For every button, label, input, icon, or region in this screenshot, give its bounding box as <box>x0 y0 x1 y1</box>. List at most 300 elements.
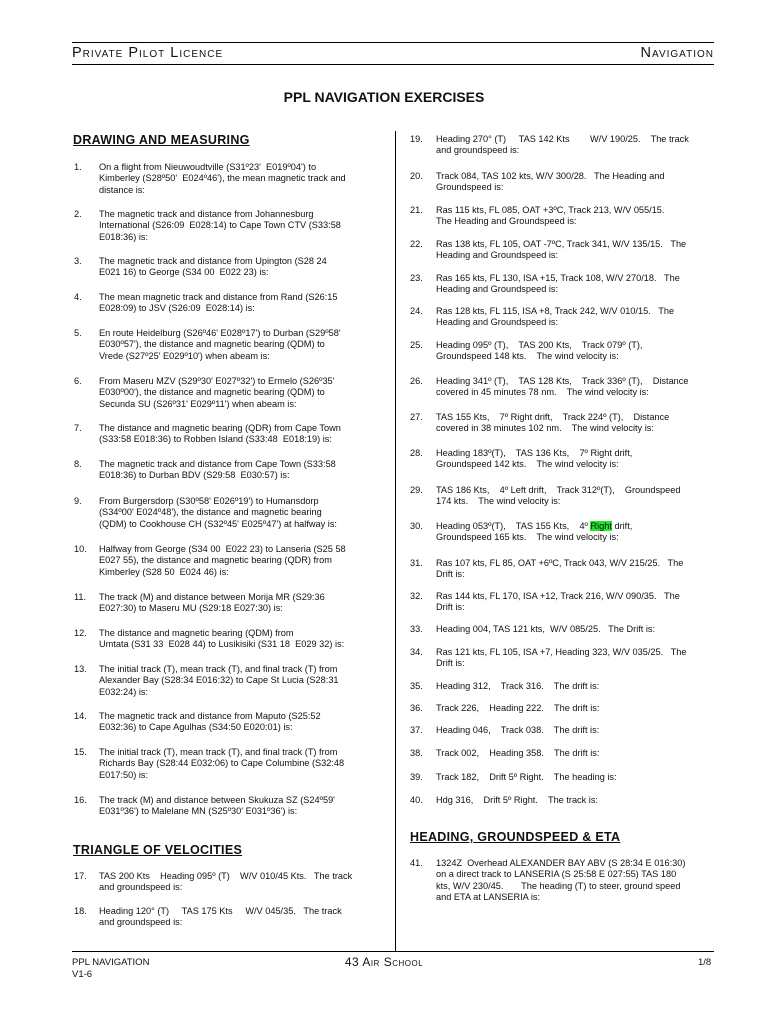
question-text <box>436 772 617 783</box>
question-line <box>436 569 683 580</box>
question-item <box>410 647 740 670</box>
question-line-text: Heading 270° (T) TAS 142 Kts W/V 190/25. The track <box>436 134 689 144</box>
question-item <box>74 795 404 818</box>
question-line-text: kts, W/V 230/45. The heading (T) to steer, ground speed <box>436 880 681 891</box>
question-line-text: Kimberley (S28º50' E024º46'), the mean magnetic track and <box>99 173 346 184</box>
question-line <box>436 412 669 423</box>
question-text <box>436 748 599 759</box>
question-line <box>436 250 686 261</box>
question-line-text: distance is: <box>99 184 145 195</box>
question-line <box>99 544 346 555</box>
question-line <box>436 448 632 459</box>
question-text <box>436 795 598 806</box>
question-number: 35. <box>410 681 423 691</box>
question-text <box>436 205 664 228</box>
question-text <box>436 624 655 635</box>
question-item <box>74 871 404 894</box>
question-line-text: Ras 128 kts, FL 115, ISA +8, Track 242, W/V 010/15. The <box>436 306 675 316</box>
question-line-text: (QDM) to Cookhouse CH (S32º45' E025º47') at halfway is: <box>99 518 337 529</box>
question-line-text: covered in 38 minutes 102 nm. The wind velocity is: <box>436 423 654 434</box>
question-line <box>99 917 342 928</box>
question-line <box>99 603 325 614</box>
question-text <box>436 273 680 296</box>
question-number: 8. <box>74 459 82 469</box>
question-line-text: Heading 183º(T), TAS 136 Kts, 7º Right drift, <box>436 448 633 458</box>
question-line <box>99 399 334 410</box>
question-line <box>99 328 341 339</box>
question-item <box>410 772 740 783</box>
question-line <box>436 869 685 880</box>
question-item <box>410 558 740 581</box>
question-item <box>74 544 404 578</box>
question-item <box>410 448 740 471</box>
question-item <box>74 711 404 734</box>
question-number: 1. <box>74 162 82 172</box>
question-number: 5. <box>74 328 82 338</box>
question-line-text: Heading 312, Track 316. The drift is: <box>436 681 600 691</box>
question-line-text: The distance and magnetic bearing (QDM) from <box>99 628 294 638</box>
question-text <box>436 340 643 363</box>
question-line-text: Track 226, Heading 222. The drift is: <box>436 703 600 713</box>
question-item <box>74 664 404 698</box>
header-top-rule <box>72 42 714 43</box>
question-line <box>99 711 321 722</box>
question-line <box>99 267 327 278</box>
question-line-text: En route Heidelburg (S26º46' E028º17') to Durban (S29º58' <box>99 328 341 338</box>
question-line <box>436 239 686 250</box>
question-item <box>74 292 404 315</box>
question-line <box>436 703 599 714</box>
question-line-text: On a flight from Nieuwoudtville (S31º23' E019º04') to <box>99 162 317 172</box>
question-line <box>436 351 643 362</box>
question-item <box>74 628 404 651</box>
question-item <box>410 725 740 736</box>
question-line <box>99 185 346 196</box>
question-line-text: Ras 107 kts, FL 85, OAT +6ºC, Track 043, W/V 215/25. The <box>436 558 684 568</box>
question-line <box>436 725 599 736</box>
question-item <box>74 423 404 446</box>
footer-page-number: 1/8 <box>698 957 712 968</box>
question-line-text: E030º57'), the distance and magnetic bearing (QDM) to <box>99 339 325 350</box>
question-number: 3. <box>74 256 82 266</box>
question-line-text: TAS 155 Kts, 7º Right drift, Track 224º (T), Distance <box>436 412 670 422</box>
question-line-text: E017:50) is: <box>99 769 149 780</box>
question-line <box>436 681 599 692</box>
footer-school: 43 Air School <box>344 955 424 969</box>
question-text <box>436 521 632 544</box>
header-bottom-rule <box>72 64 714 65</box>
question-line <box>436 658 687 669</box>
question-line <box>99 496 337 507</box>
question-number: 14. <box>74 711 87 721</box>
question-text <box>99 459 336 482</box>
question-item <box>410 306 740 329</box>
question-item <box>410 134 740 157</box>
question-item <box>74 162 404 196</box>
question-number: 34. <box>410 647 423 657</box>
question-line-text: on a direct track to LANSERIA (S 25:58 E 027:55) TAS 180 <box>436 869 677 880</box>
question-line <box>436 216 664 227</box>
question-line <box>99 173 346 184</box>
question-item <box>74 592 404 615</box>
question-item <box>410 521 740 544</box>
question-line-text: The magnetic track and distance from Johannesburg <box>99 209 314 219</box>
question-line-text: The track (M) and distance between Skukuza SZ (S24º59' <box>99 795 335 805</box>
question-number: 38. <box>410 748 423 758</box>
question-line-text: The magnetic track and distance from Upington (S28 24 <box>99 256 327 266</box>
question-text <box>436 703 599 714</box>
question-line-text: The distance and magnetic bearing (QDR) from Cape Town <box>99 423 341 433</box>
question-line <box>99 232 341 243</box>
question-line <box>99 519 337 530</box>
question-text <box>99 209 341 243</box>
section-triangle-velocities: TRIANGLE OF VELOCITIES <box>73 843 243 857</box>
question-line-text: E028:09) to JSV (S26:09 E028:14) is: <box>99 303 255 314</box>
question-line-text: Heading and Groundspeed is: <box>436 250 559 261</box>
question-text <box>436 858 685 903</box>
question-line-text: Heading and Groundspeed is: <box>436 317 559 328</box>
question-line <box>436 558 683 569</box>
question-line <box>436 496 681 507</box>
question-line <box>99 209 341 220</box>
question-number: 12. <box>74 628 87 638</box>
question-line <box>99 770 344 781</box>
header-left: Private Pilot Licence <box>72 45 224 61</box>
question-line <box>436 602 680 613</box>
question-number: 32. <box>410 591 423 601</box>
question-number: 23. <box>410 273 423 283</box>
question-line <box>99 871 352 882</box>
question-line-text: The magnetic track and distance from Maputo (S25:52 <box>99 711 321 721</box>
question-number: 33. <box>410 624 423 634</box>
question-line-text: International (S26:09 E028:14) to Cape Town CTV (S33:58 <box>99 220 341 231</box>
question-line-text: Ras 138 kts, FL 105, OAT -7ºC, Track 341, W/V 135/15. The <box>436 239 687 249</box>
question-line-text: Heading 053º(T), TAS 155 Kts, 4º <box>436 521 591 531</box>
question-line-text: TAS 186 Kts, 4º Left drift, Track 312º(T), Groundspeed <box>436 485 681 495</box>
question-item <box>410 681 740 692</box>
question-line <box>99 162 346 173</box>
question-line <box>436 647 687 658</box>
question-line <box>99 292 338 303</box>
header-right: Navigation <box>640 45 714 61</box>
question-line <box>436 145 689 156</box>
question-line <box>436 459 632 470</box>
question-line-text: Drift is: <box>436 569 465 580</box>
question-item <box>410 858 740 903</box>
question-line <box>99 376 334 387</box>
question-line-text: Secunda SU (S26º31' E029º11') when abeam is: <box>99 398 297 409</box>
question-line-text: Richards Bay (S28:44 E032:06) to Cape Columbine (S32:48 <box>99 758 345 769</box>
question-text <box>99 496 337 530</box>
question-line-text: Halfway from George (S34 00 E022 23) to Lanseria (S25 58 <box>99 544 346 554</box>
question-line <box>436 521 632 532</box>
question-item <box>74 256 404 279</box>
question-item <box>410 273 740 296</box>
question-line <box>436 376 689 387</box>
question-text <box>436 412 669 435</box>
question-number: 36. <box>410 703 423 713</box>
question-line-text: Ras 165 kts, FL 130, ISA +15, Track 108, W/V 270/18. The <box>436 273 680 283</box>
question-number: 7. <box>74 423 82 433</box>
page-title: PPL NAVIGATION EXERCISES <box>283 89 485 105</box>
question-line-text: E027 55), the distance and magnetic bearing (QDR) from <box>99 555 332 566</box>
question-line <box>436 485 681 496</box>
question-text <box>99 795 335 818</box>
question-item <box>74 376 404 410</box>
footer-course: PPL NAVIGATION <box>72 957 150 968</box>
question-item <box>410 485 740 508</box>
footer-version: V1-6 <box>72 969 93 980</box>
column-divider <box>395 131 396 951</box>
question-line-text: Track 182, Drift 5º Right. The heading is: <box>436 772 617 782</box>
question-number: 25. <box>410 340 423 350</box>
question-line-text: Track 084, TAS 102 kts, W/V 300/28. The Heading and <box>436 171 665 181</box>
question-number: 37. <box>410 725 423 735</box>
question-number: 10. <box>74 544 87 554</box>
question-line <box>99 747 344 758</box>
question-text <box>99 664 339 698</box>
question-line-text: The Heading and Groundspeed is: <box>436 216 577 227</box>
question-text <box>436 134 689 157</box>
question-line-text: E027:30) to Maseru MU (S29:18 E027:30) is: <box>99 603 283 614</box>
question-number: 2. <box>74 209 82 219</box>
question-text <box>436 448 632 471</box>
question-line-text: Hdg 316, Drift 5º Right. The track is: <box>436 795 598 805</box>
question-number: 31. <box>410 558 423 568</box>
question-text <box>99 747 344 781</box>
question-line-text: From Burgersdorp (S30º58' E026º19') to Humansdorp <box>99 496 319 506</box>
question-item <box>410 624 740 635</box>
question-text <box>436 558 683 581</box>
question-text <box>99 256 327 279</box>
question-item <box>74 747 404 781</box>
question-line-text: (S34º00' E024º48'), the distance and magnetic bearing <box>99 507 322 518</box>
question-item <box>410 703 740 714</box>
question-line-text: drift, <box>611 521 633 531</box>
question-line-text: covered in 45 minutes 78 nm. The wind velocity is: <box>436 387 649 398</box>
question-line-text: E032:36) to Cape Agulhas (S34:50 E020:01) is: <box>99 722 293 733</box>
question-line-text: 1324Z Overhead ALEXANDER BAY ABV (S 28:34 E 016:30) <box>436 858 686 868</box>
question-line <box>436 317 674 328</box>
question-text <box>99 292 338 315</box>
question-line <box>99 882 352 893</box>
question-line-text: E032:24) is: <box>99 686 149 697</box>
question-text <box>99 328 341 362</box>
question-number: 41. <box>410 858 423 868</box>
question-number: 15. <box>74 747 87 757</box>
question-line-text: Track 002, Heading 358. The drift is: <box>436 748 600 758</box>
question-line-text: E021 16) to George (S34 00 E022 23) is: <box>99 267 269 278</box>
question-line-text: The magnetic track and distance from Cape Town (S33:58 <box>99 459 336 469</box>
question-line <box>99 387 334 398</box>
question-text <box>99 711 321 734</box>
question-text <box>99 376 334 410</box>
question-line-text: Ras 115 kts, FL 085, OAT +3ºC, Track 213, W/V 055/15. <box>436 205 665 215</box>
question-line-text: The track (M) and distance between Morija MR (S29:36 <box>99 592 325 602</box>
question-line-text: Drift is: <box>436 602 465 613</box>
question-line <box>99 806 335 817</box>
question-line-text: Heading 046, Track 038. The drift is: <box>436 725 600 735</box>
question-line-text: Heading and Groundspeed is: <box>436 284 559 295</box>
footer-rule <box>72 951 714 952</box>
question-text <box>436 239 686 262</box>
question-number: 13. <box>74 664 87 674</box>
question-line-text: Umtata (S31 33 E028 44) to Lusikisiki (S31 18 E029 32) is: <box>99 639 345 650</box>
question-number: 17. <box>74 871 87 881</box>
question-line-text: Ras 144 kts, FL 170, ISA +12, Track 216, W/V 090/35. The <box>436 591 680 601</box>
question-number: 6. <box>74 376 82 386</box>
question-line <box>99 795 335 806</box>
question-text <box>99 592 325 615</box>
question-line <box>99 687 339 698</box>
question-line <box>436 273 680 284</box>
question-line <box>436 772 617 783</box>
question-line <box>436 532 632 543</box>
question-line-text: and ETA at LANSERIA is: <box>436 891 541 902</box>
question-line <box>436 182 664 193</box>
question-line-text: Groundspeed 142 kts. The wind velocity is: <box>436 459 619 470</box>
question-line <box>99 555 346 566</box>
question-text <box>436 681 599 692</box>
question-number: 40. <box>410 795 423 805</box>
question-line <box>99 628 344 639</box>
question-line <box>99 339 341 350</box>
question-number: 27. <box>410 412 423 422</box>
question-line-text: The initial track (T), mean track (T), and final track (T) from <box>99 747 338 757</box>
question-line <box>436 591 680 602</box>
question-number: 19. <box>410 134 423 144</box>
question-line <box>99 507 337 518</box>
question-item <box>410 412 740 435</box>
question-text <box>99 871 352 894</box>
question-line-text: Groundspeed 148 kts. The wind velocity is: <box>436 351 619 362</box>
question-line <box>436 858 685 869</box>
question-item <box>74 459 404 482</box>
highlighted-word: Right <box>590 521 612 531</box>
question-line <box>99 722 321 733</box>
question-line-text: (S33:58 E018:36) to Robben Island (S33:48 E018:19) is: <box>99 434 332 445</box>
question-line <box>436 284 680 295</box>
question-text <box>436 171 664 194</box>
question-text <box>436 647 687 670</box>
question-item <box>410 340 740 363</box>
question-line-text: E030º00'), the distance and magnetic bearing (QDM) to <box>99 387 325 398</box>
question-line-text: and groundspeed is: <box>99 917 183 928</box>
question-line-text: E031º36') to Malelane MN (S25º30' E031º36') is: <box>99 806 298 817</box>
question-line <box>436 795 598 806</box>
question-line <box>99 758 344 769</box>
question-line <box>99 423 341 434</box>
question-text <box>99 423 341 446</box>
question-line-text: Heading 004, TAS 121 kts, W/V 085/25. The Drift is: <box>436 624 656 634</box>
question-text <box>99 544 346 578</box>
question-line-text: TAS 200 Kts Heading 095º (T) W/V 010/45 Kts. The track <box>99 871 353 881</box>
question-item <box>410 171 740 194</box>
question-item <box>410 591 740 614</box>
question-number: 22. <box>410 239 423 249</box>
question-item <box>410 239 740 262</box>
question-text <box>436 591 680 614</box>
question-line-text: Alexander Bay (S28:34 E016:32) to Cape St Lucia (S28:31 <box>99 675 339 686</box>
question-item <box>74 328 404 362</box>
question-text <box>436 485 681 508</box>
question-line-text: E018:36) is: <box>99 231 149 242</box>
question-line <box>99 567 346 578</box>
question-line <box>436 205 664 216</box>
question-line <box>436 881 685 892</box>
question-line-text: 174 kts. The wind velocity is: <box>436 496 561 507</box>
question-item <box>74 496 404 530</box>
question-number: 39. <box>410 772 423 782</box>
question-line <box>99 459 336 470</box>
question-number: 30. <box>410 521 423 531</box>
question-line-text: and groundspeed is: <box>436 145 520 156</box>
section-drawing-measuring: DRAWING AND MEASURING <box>73 133 250 147</box>
question-line <box>99 639 344 650</box>
question-number: 21. <box>410 205 423 215</box>
question-number: 26. <box>410 376 423 386</box>
question-line <box>436 340 643 351</box>
question-line <box>436 306 674 317</box>
question-line <box>436 387 689 398</box>
question-line-text: From Maseru MZV (S29º30' E027º32') to Ermelo (S26º35' <box>99 376 335 386</box>
question-line-text: Vrede (S27º25' E029º10') when abeam is: <box>99 350 270 361</box>
question-line-text: Groundspeed 165 kts. The wind velocity is: <box>436 532 619 543</box>
question-item <box>74 906 404 929</box>
question-item <box>410 376 740 399</box>
section-heading-groundspeed-eta: HEADING, GROUNDSPEED & ETA <box>410 830 621 844</box>
question-line-text: Groundspeed is: <box>436 182 504 193</box>
question-number: 9. <box>74 496 82 506</box>
question-line <box>99 470 336 481</box>
question-line-text: The mean magnetic track and distance from Rand (S26:15 <box>99 292 338 302</box>
question-line <box>99 664 339 675</box>
question-line-text: Kimberley (S28 50 E024 46) is: <box>99 566 229 577</box>
question-number: 18. <box>74 906 87 916</box>
question-item <box>410 795 740 806</box>
question-line <box>99 592 325 603</box>
question-line <box>99 256 327 267</box>
question-line-text: Ras 121 kts, FL 105, ISA +7, Heading 323, W/V 035/25. The <box>436 647 687 657</box>
question-line <box>436 624 655 635</box>
question-number: 16. <box>74 795 87 805</box>
question-text <box>436 725 599 736</box>
question-line <box>99 220 341 231</box>
question-item <box>74 209 404 243</box>
question-text <box>436 376 689 399</box>
question-number: 29. <box>410 485 423 495</box>
question-text <box>99 906 342 929</box>
question-line-text: The initial track (T), mean track (T), and final track (T) from <box>99 664 338 674</box>
question-line <box>99 303 338 314</box>
question-line <box>436 423 669 434</box>
question-item <box>410 748 740 759</box>
question-number: 11. <box>74 592 87 602</box>
question-line <box>99 906 342 917</box>
question-line-text: Drift is: <box>436 658 465 669</box>
question-line <box>436 892 685 903</box>
question-number: 28. <box>410 448 423 458</box>
question-line-text: E018:36) to Durban BDV (S29:58 E030:57) is: <box>99 470 290 481</box>
question-line <box>436 171 664 182</box>
question-item <box>410 205 740 228</box>
question-line-text: Heading 120° (T) TAS 175 Kts W/V 045/35. The track <box>99 906 342 916</box>
question-number: 4. <box>74 292 82 302</box>
question-line <box>99 675 339 686</box>
question-line <box>99 434 341 445</box>
question-text <box>99 628 344 651</box>
question-line <box>436 134 689 145</box>
